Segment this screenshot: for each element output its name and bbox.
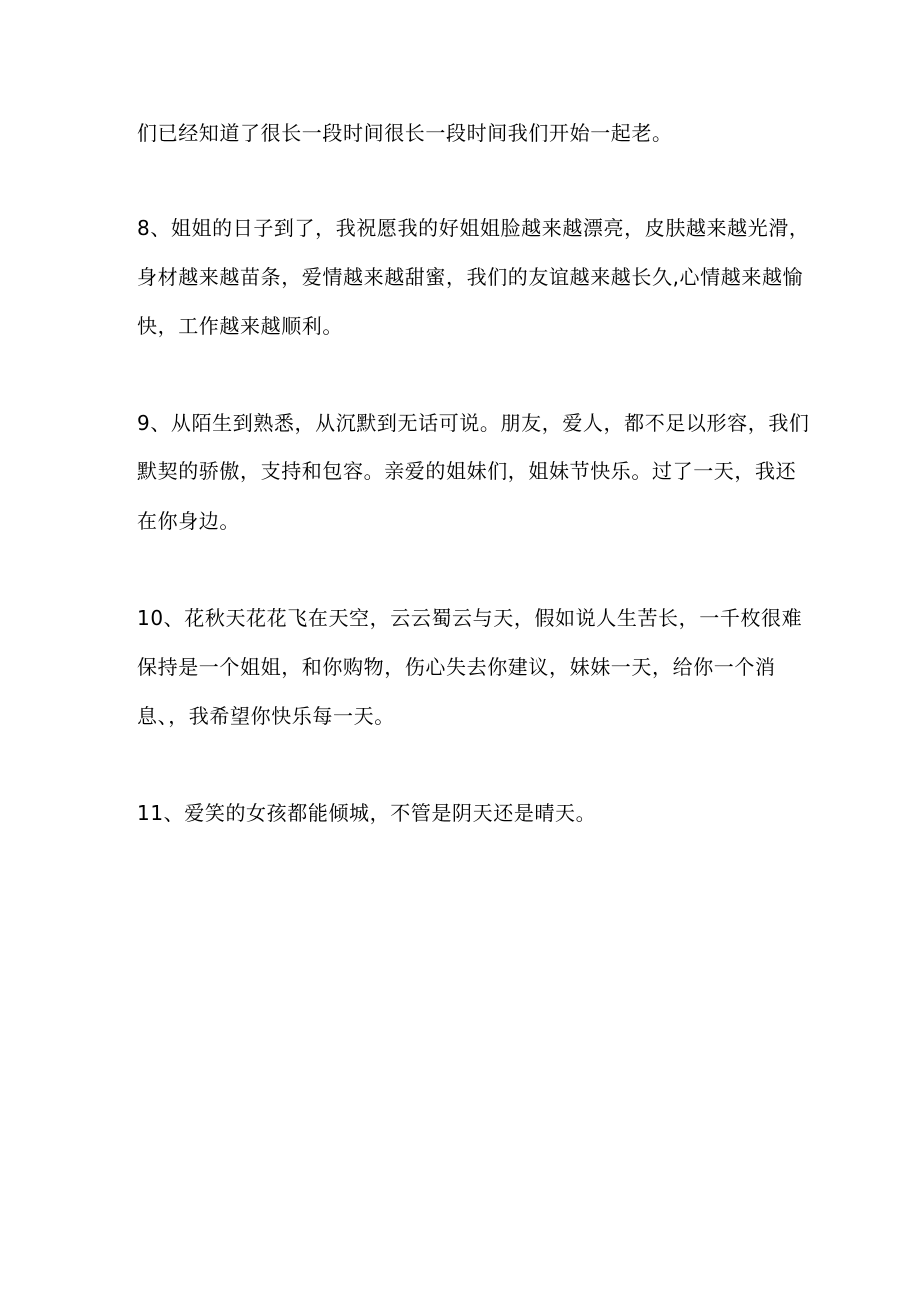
paragraph-9-line-1: 9、从陌生到熟悉，从沉默到无话可说。朋友，爱人，都不足以形容，我们 <box>137 411 810 435</box>
paragraph-9-line-3: 在你身边。 <box>137 509 240 533</box>
paragraph-10-line-1: 10、花秋天花花飞在天空，云云蜀云与天，假如说人生苦长，一千枚很难 <box>137 606 803 630</box>
paragraph-8-line-2: 身材越来越苗条，爱情越来越甜蜜，我们的友谊越来越长久,心情越来越愉 <box>137 265 804 289</box>
paragraph-10-line-3: 息、，我希望你快乐每一天。 <box>137 704 395 728</box>
paragraph-10-line-2: 保持是一个姐姐，和你购物，伤心失去你建议，妹妹一天，给你一个消 <box>137 655 776 679</box>
paragraph-9-line-2: 默契的骄傲，支持和包容。亲爱的姐妹们，姐妹节快乐。过了一天，我还 <box>137 459 797 483</box>
paragraph-8-line-1: 8、姐姐的日子到了，我祝愿我的好姐姐脸越来越漂亮，皮肤越来越光滑， <box>137 216 810 240</box>
paragraph-11-line-1: 11、爱笑的女孩都能倾城，不管是阴天还是晴天。 <box>137 801 597 825</box>
paragraph-continuation-line-1: 们已经知道了很长一段时间很长一段时间我们开始一起老。 <box>137 121 673 145</box>
paragraph-8-line-3: 快，工作越来越顺利。 <box>137 314 343 338</box>
